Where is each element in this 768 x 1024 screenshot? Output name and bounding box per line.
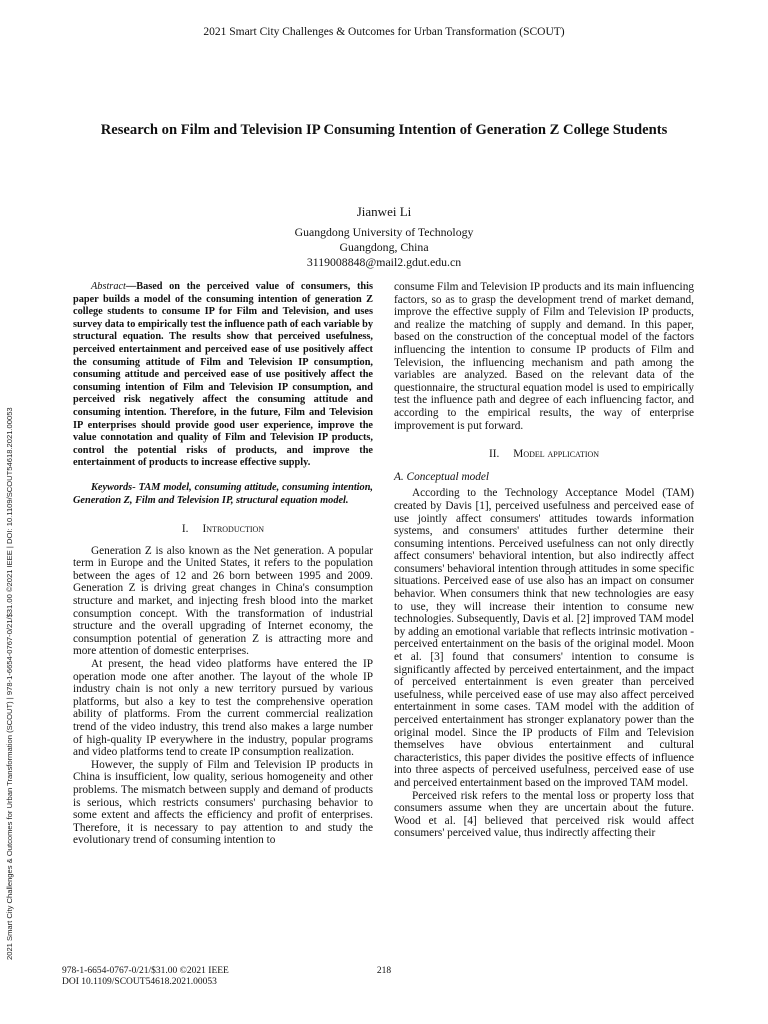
model-paragraph-1: According to the Technology Acceptance Model (TAM) created by Davis [1], perceived usefulness and perceived ease of use jointly affect consumers' attitudes towards information systems, and consumers' attitudes further determine their consuming intentions. Perceived usefulness can not only directly affect consumers' behavioral intention, but also indirectly affect consumers' behavioral intention through attitudes in some specific situations. Perceived ease of use also has an impact on consumer behavior. When consumers think that new technologies are easy to use, they will increase their intention to consume new technologies. Subsequently, Davis et al. [2] improved TAM model by adding an emotional variable that reflects intrinsic motivation - perceived entertainment on the basis of the original model. Moon et al. [3] found that consumers' intention to consume is significantly affected by perceived entertainment, and the impact of perceived entertainment is even greater than perceived usefulness, while perceived ease of use may also affect perceived entertainment in some cases. TAM model with the addition of perceived entertainment has stronger explanatory power than the original model. Since the IP products of Film and Television themselves have obvious entertainment and cultural characteristics, this paper divides the positive effects of influence into three aspects of perceived usefulness, perceived ease of use and perceived entertainment based on the improved TAM model. xyxy=(394,487,694,789)
abstract-label: Abstract xyxy=(91,281,126,292)
intro-paragraph-3-continued: consume Film and Television IP products and its main influencing factors, so as to grasp the development trend of market demand, improve the effective supply of Film and Television IP products, and realize the matching of supply and demand. In this paper, based on the construction of the conceptual model of the factors influencing the intention to consume IP products of Film and Television, the influencing mechanism and path among the variables are analyzed. Based on the relevant data of the questionnaire, the structural equation model is used to empirically test the influence path and degree of each influencing factor, and according to the empirical results, the way of enterprise improvement is put forward. xyxy=(394,281,694,432)
section-number: I. xyxy=(181,523,189,536)
left-column xyxy=(73,281,373,847)
section-title: Introduction xyxy=(202,523,265,536)
author-block xyxy=(0,204,768,270)
intro-paragraph-1: Generation Z is also known as the Net generation. A popular term in Europe and the United States, it refers to the population between the ages of 12 and 26 born between 1995 and 2009. Generation Z is driving great changes in China's consumption structure and market, and injecting fresh blood into the market consumption concept. With the transformation of industrial structure and the overall upgrading of Internet economy, the consumption potential of generation Z is attracting more and more attention of domestic enterprises. xyxy=(73,544,373,658)
side-citation-strip: 2021 Smart City Challenges & Outcomes for Urban Transformation (SCOUT) | 978-1-6654-0767-0/21/$31.00 ©2021 IEEE | DOI: 10.1109/SCOUT54618.2021.00053 xyxy=(5,407,14,960)
paper-title: Research on Film and Television IP Consuming Intention of Generation Z College Students xyxy=(100,122,668,138)
footer-doi: DOI 10.1109/SCOUT54618.2021.00053 xyxy=(62,977,217,987)
author-name: Jianwei Li xyxy=(356,204,412,219)
author-email: 3119008848@mail2.gdut.edu.cn xyxy=(306,255,462,269)
author-affiliation: Guangdong University of Technology xyxy=(294,225,474,239)
conference-header: 2021 Smart City Challenges & Outcomes for Urban Transformation (SCOUT) xyxy=(203,26,565,38)
intro-paragraph-3: However, the supply of Film and Television IP products in China is insufficient, low quality, serious homogeneity and other problems. The mismatch between supply and demand of products is serious, which restricts consumers' purchasing behavior to some extent and affects the efficiency and profit of enterprises. Therefore, it is necessary to pay attention to and study the evolutionary trend of consuming intention to xyxy=(73,758,373,847)
intro-paragraph-2: At present, the head video platforms have entered the IP operation mode one after another. The layout of the whole IP industry chain is not only a new territory pursued by various platforms, but also a key to test the comprehensive operation ability of platforms. From the current commercial realization trend of the video industry, this trend also makes a large number of high-quality IP everywhere in the industry, popular programs and video platforms tend to create IP consumption realization. xyxy=(73,658,373,759)
section-title: Model application xyxy=(513,448,600,461)
abstract-text: —Based on the perceived value of consumers, this paper builds a model of the consuming intention of generation Z college students to consume IP for Film and Television, and uses survey data to empirically test the influence path of each variable by structural equation. The results show that perceived usefulness, perceived entertainment and perceived ease of use positively affect the consuming attitude of Film and Television IP consumption, consuming attitude and perceived ease of use positively affect the consuming intention of Film and Television IP consumption, and perceived risk negatively affect the consuming attitude and consuming intention. Therefore, in the future, Film and Television IP enterprises should provide good user experience, improve the value connotation and quality of Film and Television IP products, control the potential risks of products, and improve the entertainment of products to increase effective supply. xyxy=(73,281,374,469)
model-paragraph-2: Perceived risk refers to the mental loss or property loss that consumers assume when they are uncertain about the future. Wood et al. [4] believed that perceived risk would affect consumers' perceived value, thus indirectly affecting their xyxy=(394,789,694,840)
footer-isbn: 978-1-6654-0767-0/21/$31.00 ©2021 IEEE xyxy=(62,966,229,976)
author-location: Guangdong, China xyxy=(339,240,429,254)
right-column xyxy=(394,281,694,840)
section-number: II. xyxy=(488,448,500,461)
subsection-heading-conceptual-model: A. Conceptual model xyxy=(394,470,490,483)
section-heading-model xyxy=(394,448,694,461)
keywords: Keywords- TAM model, consuming attitude, consuming intention, Generation Z, Film and Television IP, structural equation model. xyxy=(73,481,373,506)
section-heading-introduction xyxy=(73,523,373,536)
page-number: 218 xyxy=(376,966,392,976)
abstract xyxy=(73,281,373,470)
